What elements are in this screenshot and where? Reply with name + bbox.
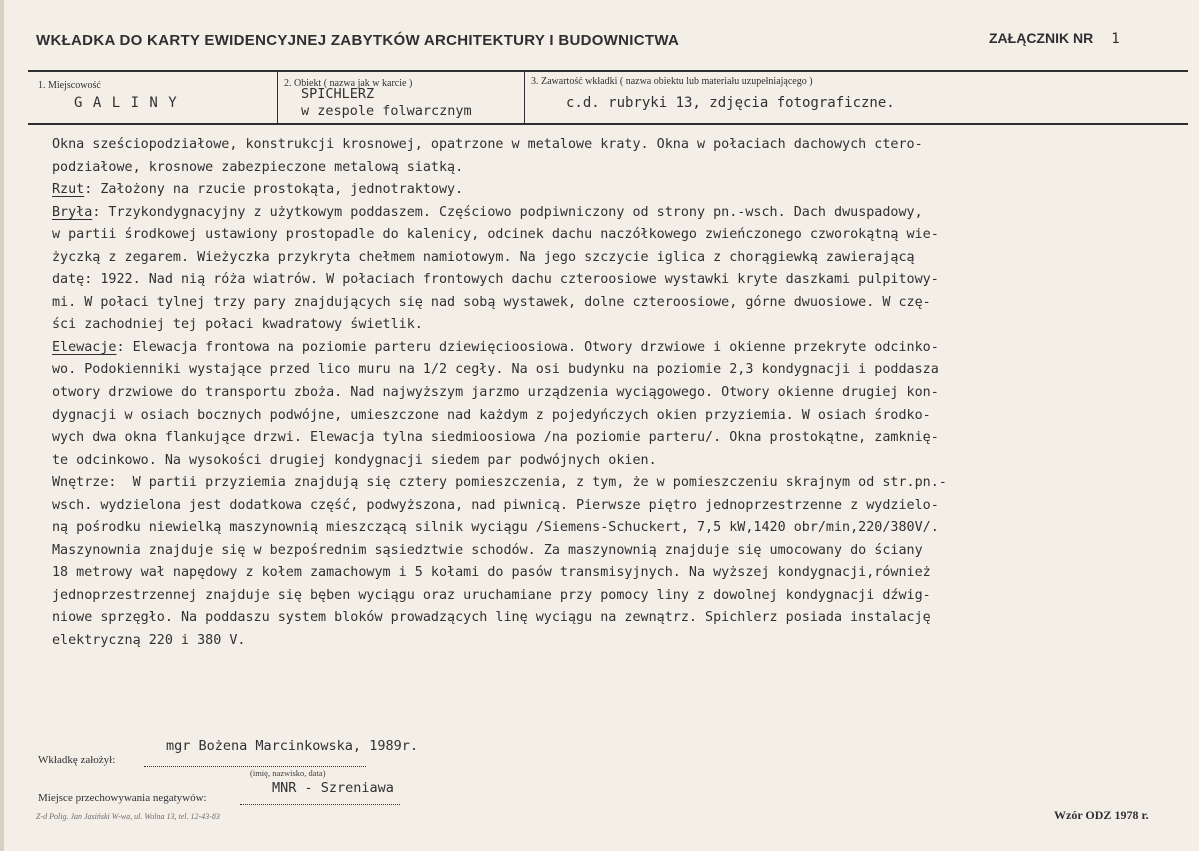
body-line — [52, 405, 1187, 428]
body-line — [52, 472, 1187, 495]
negatives-dotted-line — [240, 804, 400, 805]
locality-label: 1. Miejscowość — [38, 80, 101, 91]
body-line — [52, 450, 1187, 473]
body-line — [52, 359, 1187, 382]
section-heading: Bryła — [52, 204, 93, 220]
form-code: Wzór ODZ 1978 r. — [1054, 808, 1149, 822]
field-divider-1 — [277, 70, 278, 125]
body-line-text: 18 metrowy wał napędowy z kołem zamachowym i 5 kołami do pasów transmisyjnych. Na wyższej kondygnacji,również — [52, 565, 931, 581]
body-line — [52, 224, 1187, 247]
body-line — [52, 292, 1187, 315]
body-line — [52, 179, 1187, 202]
body-line — [52, 517, 1187, 540]
body-line-text: wych dwa okna flankujące drzwi. Elewacja tylna siedmioosiowa /na poziomie parteru/. Okna prostokątne, zamknię- — [52, 430, 939, 446]
body-line — [52, 607, 1187, 630]
body-line — [52, 585, 1187, 608]
body-line-text: mi. W połaci tylnej trzy pary znajdujących się nad sobą wystawek, dolne czteroosiowe, górne dwuosiowe. W czę- — [52, 294, 931, 310]
body-line-text: w partii środkowej ustawiony prostopadle do kalenicy, odcinek dachu naczółkowego zwieńczonego czworokątną wie- — [52, 227, 939, 243]
negatives-label: Miejsce przechowywania negatywów: — [38, 792, 207, 804]
body-line-text: Okna sześciopodziałowe, konstrukcji krosnowej, opatrzone w metalowe kraty. Okna w połaciach dachowych ctero- — [52, 137, 923, 152]
established-value: mgr Bożena Marcinkowska, 1989r. — [166, 738, 418, 754]
established-hint: (imię, nazwisko, data) — [250, 768, 326, 778]
header-bottom-rule — [28, 123, 1188, 125]
body-line — [52, 247, 1187, 270]
body-line-text: Wnętrze: W partii przyziemia znajdują się cztery pomieszczenia, z tym, że w pomieszczeniu skrajnym od str.pn.- — [52, 475, 947, 491]
body-line-text: podziałowe, krosnowe zabezpieczone metalową siatką. — [52, 159, 464, 175]
printer-note: Z-d Polig. Jan Jasiński W-wa, ul. Wolna 13, tel. 12-43-83 — [36, 812, 220, 821]
body-line-text: Maszynownia znajduje się w bezpośrednim sąsiedztwie schodów. Za maszynownią znajduje się umocowany do ściany — [52, 542, 923, 558]
body-line-text: wo. Podokienniki wystające przed lico muru na 1/2 cegły. Na osi budynku na poziomie 2,3 kondygnacji i poddasza — [52, 362, 939, 378]
body-line — [52, 314, 1187, 337]
body-line-text: życzką z zegarem. Wieżyczka przykryta chełmem namiotowym. Na jego szczycie iglica z chorągiewką zawierającą — [52, 249, 915, 265]
body-line-text: ści zachodniej tej połaci kwadratowy świetlik. — [52, 317, 423, 333]
object-value-line2: w zespole folwarcznym — [301, 103, 472, 119]
body-line — [52, 269, 1187, 292]
locality-value: G A L I N Y — [74, 95, 178, 111]
body-line-text: datę: 1922. Nad nią róża wiatrów. W połaciach frontowych dachu czteroosiowe wystawki kryte daszkami pulpitowy- — [52, 272, 939, 288]
field-divider-2 — [524, 70, 525, 125]
body-line-text: jednoprzestrzennej znajduje się bęben wyciągu oraz uruchamiane przy pomocy liny z dowolnej kondygnacji dźwig- — [52, 587, 931, 603]
body-line-text: te odcinkowo. Na wysokości drugiej kondygnacji siedem par podwójnych okien. — [52, 452, 657, 468]
object-label: 2. Obiekt ( nazwa jak w karcie ) — [284, 78, 413, 89]
description-body — [52, 134, 1187, 653]
body-line — [52, 540, 1187, 563]
contents-value: c.d. rubryki 13, zdjęcia fotograficzne. — [566, 95, 895, 111]
body-line — [52, 134, 1187, 157]
annex-number: 1 — [1111, 31, 1120, 47]
header-top-rule — [28, 70, 1188, 72]
body-line — [52, 495, 1187, 518]
section-heading: Elewacje — [52, 339, 117, 355]
body-line-text: elektryczną 220 i 380 V. — [52, 633, 246, 649]
body-line — [52, 630, 1187, 653]
body-line — [52, 427, 1187, 450]
annex-label-block — [989, 30, 1120, 47]
established-dotted-line — [144, 766, 366, 767]
body-line — [52, 337, 1187, 360]
body-line — [52, 382, 1187, 405]
object-value-line1: SPICHLERZ — [301, 86, 375, 102]
body-line-text: : Założony na rzucie prostokąta, jednotraktowy. — [84, 182, 464, 198]
body-line-text: wsch. wydzielona jest dodatkowa część, podwyższona, nad piwnicą. Pierwsze piętro jednoprzestrzenne z wydzielo- — [52, 497, 939, 513]
body-line-text: dygnacji w osiach bocznych podwójne, umieszczone nad każdym z pojedyńczych okien przyziemia. W osiach środko- — [52, 407, 931, 423]
body-line-text: niowe sprzęgło. Na poddaszu system bloków prowadzących linę wyciągu na zewnątrz. Spichlerz posiada instalację — [52, 610, 931, 626]
established-label: Wkładkę założył: — [38, 754, 116, 766]
body-line-text: otwory drzwiowe do transportu zboża. Nad najwyższym jarzmo urządzenia wyciągowego. Otwory okienne drugiej kon- — [52, 385, 939, 401]
body-line — [52, 202, 1187, 225]
annex-label: ZAŁĄCZNIK NR — [989, 30, 1094, 46]
negatives-value: MNR - Szreniawa — [272, 780, 394, 796]
body-line — [52, 157, 1187, 180]
section-heading: Rzut — [52, 182, 85, 198]
contents-label: 3. Zawartość wkładki ( nazwa obiektu lub materiału uzupełniającego ) — [531, 76, 813, 87]
body-line — [52, 562, 1187, 585]
body-line-text: : Elewacja frontowa na poziomie parteru dziewięcioosiowa. Otwory drzwiowe i okienne przekryte odcinko- — [116, 339, 939, 355]
form-title: WKŁADKA DO KARTY EWIDENCYJNEJ ZABYTKÓW ARCHITEKTURY I BUDOWNICTWA — [36, 32, 680, 49]
body-line-text: ną pośrodku niewielką maszynownią mieszczącą silnik wyciągu /Siemens-Schuckert, 7,5 kW,1420 obr/min,220/380V/. — [52, 520, 939, 536]
body-line-text: : Trzykondygnacyjny z użytkowym poddaszem. Częściowo podpiwniczony od strony pn.-wsch. Dach dwuspadowy, — [92, 204, 923, 220]
